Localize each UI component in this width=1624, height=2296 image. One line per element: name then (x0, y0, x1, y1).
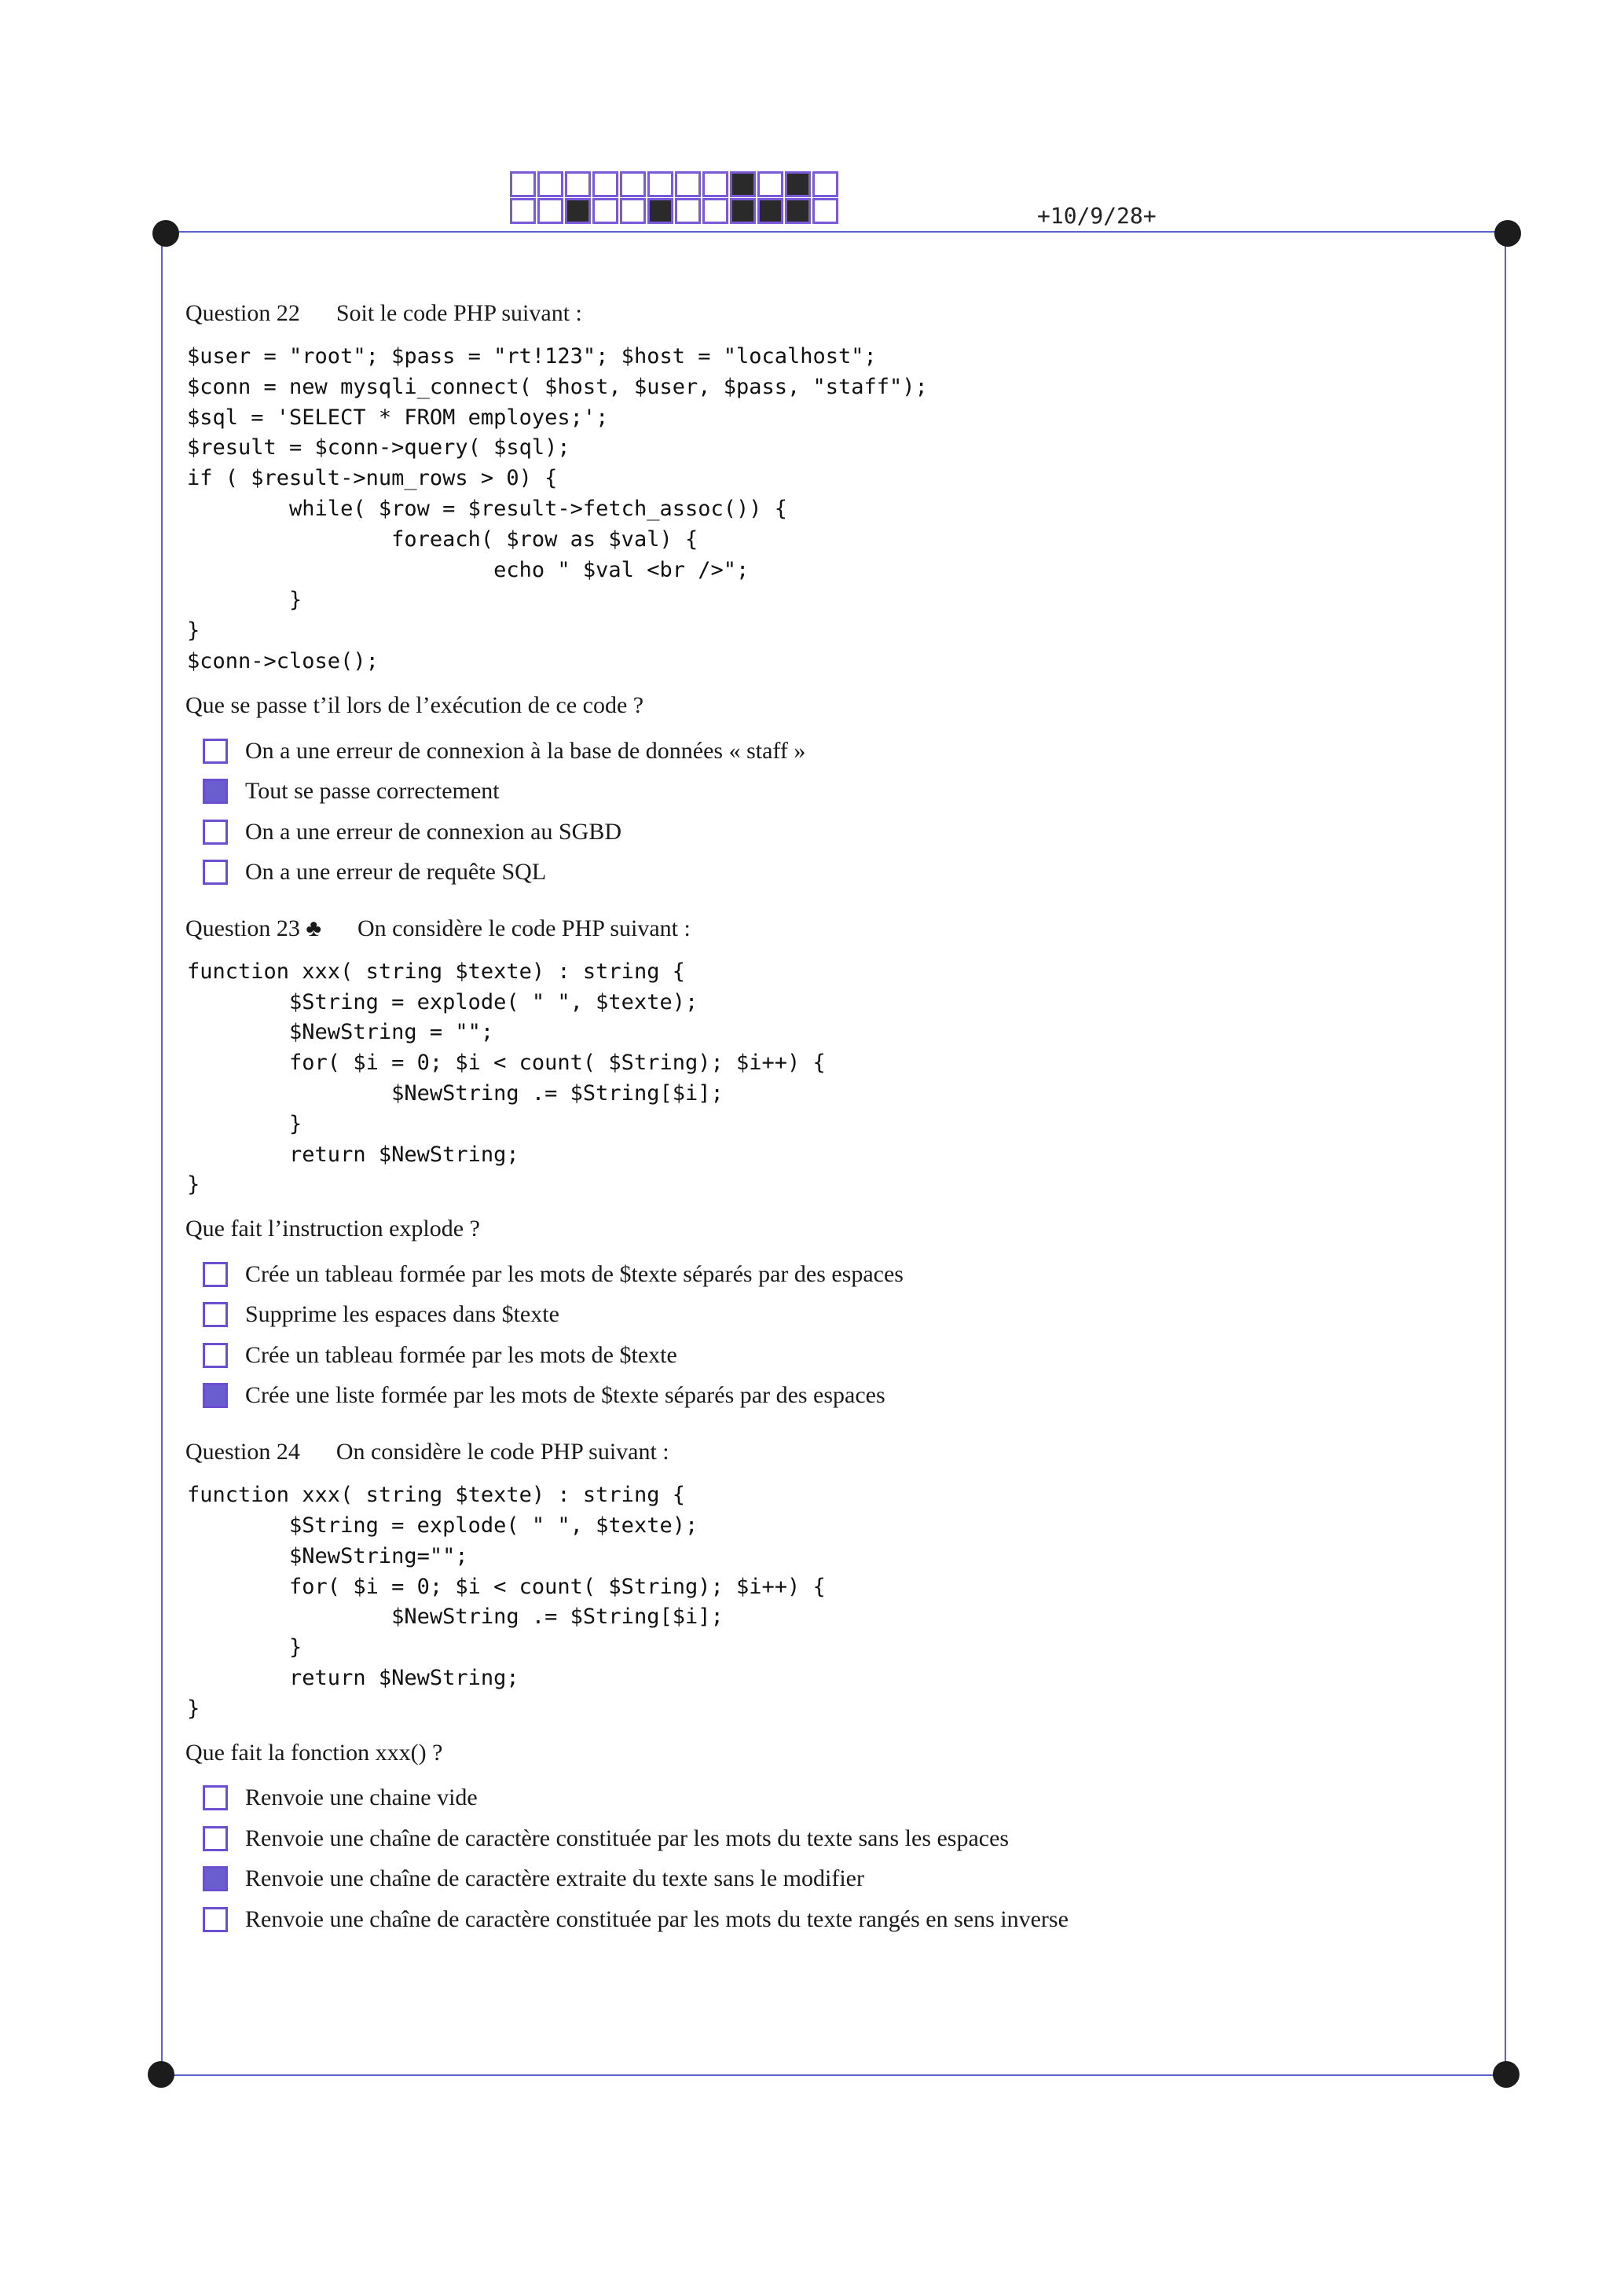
answer-option[interactable] (203, 1818, 1474, 1859)
answer-checkbox[interactable] (203, 1262, 228, 1287)
answer-checkbox[interactable] (203, 1302, 228, 1327)
id-grid-cell (537, 171, 563, 197)
corner-marker-bottom-left (148, 2061, 174, 2088)
answer-option[interactable] (203, 1376, 1474, 1417)
code-block: function xxx( string $texte) : string { $String = explode( " ", $texte); $NewString = ""; for( $i = 0; $i < count( $String); $i++) { $NewString .= $String[$i]; } return $NewString; } (187, 959, 826, 1198)
answer-text: Renvoie une chaîne de caractère extraite du texte sans le modifier (245, 1865, 864, 1892)
answer-checkbox[interactable] (203, 1785, 228, 1810)
id-grid-cell (592, 198, 618, 224)
answer-text: Crée un tableau formée par les mots de $texte (245, 1341, 677, 1368)
answer-checkbox[interactable] (203, 739, 228, 764)
answer-option[interactable] (203, 1295, 1474, 1336)
answer-text: Crée un tableau formée par les mots de $texte séparés par des espaces (245, 1260, 904, 1287)
answer-text: On a une erreur de requête SQL (245, 859, 547, 886)
id-grid-cell (620, 198, 646, 224)
id-grid-cell (647, 171, 673, 197)
student-id-grid (510, 171, 840, 225)
question-23 (185, 910, 1474, 1416)
question-heading (185, 910, 1474, 948)
id-grid-cell (757, 198, 783, 224)
code-block: $user = "root"; $pass = "rt!123"; $host = "localhost"; $conn = new mysqli_connect( $host, $user, $pass, "staff"); $sql = 'SELECT * FROM employes;'; $result = $conn->query( $sql); if ( $result->num_rows > 0) { while( $row = $result->fetch_assoc()) { foreach( $row as $val) { echo " $val <br />"; } } $conn->close(); (187, 344, 928, 673)
answer-text: Tout se passe correctement (245, 778, 500, 805)
id-grid-cell (592, 171, 618, 197)
id-grid-row-2 (510, 198, 840, 223)
corner-marker-top-left (152, 220, 179, 247)
question-intro: On considère le code PHP suivant : (335, 1439, 669, 1465)
answer-option[interactable] (203, 1335, 1474, 1376)
answer-option[interactable] (203, 1254, 1474, 1295)
answer-option[interactable] (203, 771, 1474, 812)
question-prompt: Que se passe t’il lors de l’exécution de ce code ? (185, 691, 644, 718)
question-22 (185, 295, 1474, 893)
question-prompt: Que fait l’instruction explode ? (185, 1216, 480, 1242)
question-24 (185, 1433, 1474, 1939)
answer-option[interactable] (203, 731, 1474, 772)
id-grid-cell (565, 171, 591, 197)
id-grid-cell (702, 171, 728, 197)
question-heading (185, 1433, 1474, 1471)
question-prompt: Que fait la fonction xxx() ? (185, 1739, 443, 1766)
question-number: Question 24 (185, 1439, 300, 1465)
answer-text: On a une erreur de connexion au SGBD (245, 818, 622, 845)
answer-option[interactable] (203, 1778, 1474, 1819)
answer-checkbox[interactable] (203, 1343, 228, 1368)
id-grid-cell (675, 198, 701, 224)
answer-text: Renvoie une chaine vide (245, 1784, 478, 1811)
question-number: Question 22 (185, 300, 300, 326)
question-number: Question 23 ♣ (185, 915, 322, 941)
page-code: +10/9/28+ (1037, 203, 1157, 229)
answer-text: Crée une liste formée par les mots de $texte séparés par des espaces (245, 1382, 885, 1409)
answer-checkbox[interactable] (203, 820, 228, 845)
id-grid-cell (702, 198, 728, 224)
answer-checkbox[interactable] (203, 860, 228, 885)
answer-option[interactable] (203, 812, 1474, 853)
question-intro: Soit le code PHP suivant : (335, 300, 582, 326)
answer-text: On a une erreur de connexion à la base de données « staff » (245, 737, 806, 764)
questions-container (185, 295, 1474, 1957)
question-intro: On considère le code PHP suivant : (357, 915, 691, 941)
id-grid-cell (812, 171, 838, 197)
id-grid-cell (565, 198, 591, 224)
question-heading (185, 295, 1474, 332)
id-grid-cell (510, 171, 536, 197)
answer-option[interactable] (203, 1859, 1474, 1900)
answer-checkbox[interactable] (203, 779, 228, 804)
code-block: function xxx( string $texte) : string { $String = explode( " ", $texte); $NewString=""; for( $i = 0; $i < count( $String); $i++) { $NewString .= $String[$i]; } return $NewString; } (187, 1483, 826, 1721)
corner-marker-bottom-right (1493, 2061, 1520, 2088)
answer-checkbox[interactable] (203, 1907, 228, 1932)
id-grid-cell (812, 198, 838, 224)
corner-marker-top-right (1494, 220, 1521, 247)
answer-text: Renvoie une chaîne de caractère constituée par les mots du texte rangés en sens inverse (245, 1905, 1069, 1932)
id-grid-cell (510, 198, 536, 224)
id-grid-cell (785, 171, 811, 197)
id-grid-cell (620, 171, 646, 197)
answer-checkbox[interactable] (203, 1826, 228, 1851)
answer-checkbox[interactable] (203, 1866, 228, 1891)
id-grid-cell (647, 198, 673, 224)
id-grid-cell (675, 171, 701, 197)
answer-list (203, 1254, 1474, 1416)
id-grid-cell (537, 198, 563, 224)
id-grid-row-1 (510, 171, 840, 196)
id-grid-cell (785, 198, 811, 224)
answer-text: Supprime les espaces dans $texte (245, 1301, 559, 1328)
answer-checkbox[interactable] (203, 1383, 228, 1408)
answer-option[interactable] (203, 852, 1474, 893)
id-grid-cell (730, 171, 756, 197)
answer-text: Renvoie une chaîne de caractère constituée par les mots du texte sans les espaces (245, 1825, 1010, 1851)
id-grid-cell (757, 171, 783, 197)
answer-option[interactable] (203, 1899, 1474, 1940)
answer-list (203, 1778, 1474, 1940)
answer-list (203, 731, 1474, 893)
id-grid-cell (730, 198, 756, 224)
